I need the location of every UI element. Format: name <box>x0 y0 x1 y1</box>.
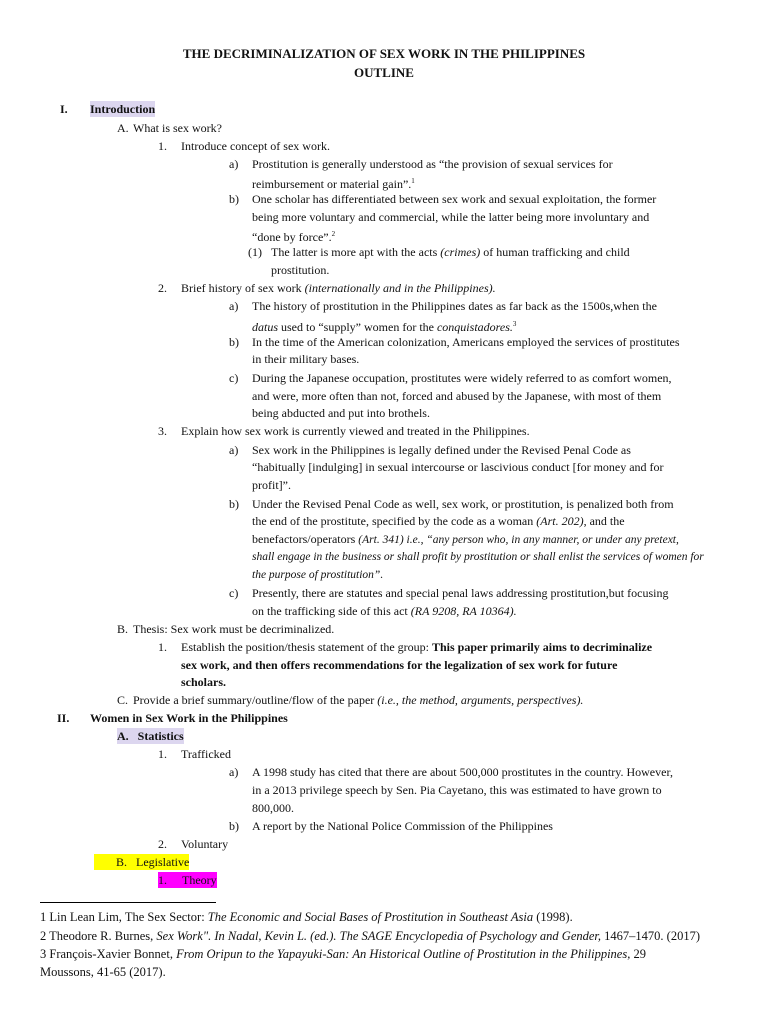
text-italic: (Art. 341) i.e., “any person who, in any manner, or under any pretext, <box>358 534 679 546</box>
item-text: Theory <box>182 873 217 887</box>
item-text: and were, more often than not, forced and abused by the Japanese, with most of them <box>252 389 662 403</box>
item-text: One scholar has differentiated between sex work and sexual exploitation, the former <box>252 192 657 206</box>
item-text: In the time of the American colonization, Americans employed the services of prostitutes <box>252 335 680 349</box>
footnote-ref[interactable]: 1 <box>411 177 415 185</box>
footnote-3-continued: Moussons, 41-65 (2017). <box>40 965 166 979</box>
item-text <box>271 244 630 260</box>
footnote-ref[interactable]: 2 <box>331 230 336 238</box>
section-heading-women: Women in Sex Work in the Philippines <box>90 711 288 725</box>
thesis-statement: This paper primarily aims to decriminalize <box>431 640 653 654</box>
text-italic: (crimes) <box>440 245 481 259</box>
text: Establish the position/thesis statement of the group: <box>181 640 432 654</box>
item-text: 800,000. <box>252 801 294 815</box>
thesis-statement: scholars. <box>181 675 226 689</box>
document-subtitle: OUTLINE <box>354 65 414 80</box>
item-text: During the Japanese occupation, prostitutes were widely referred to as comfort women, <box>252 371 672 385</box>
text-italic: conquistadores. <box>436 320 513 334</box>
item-label: A. <box>117 729 129 743</box>
item-label: b) <box>229 819 239 833</box>
item-text: Explain how sex work is currently viewed and treated in the Philippines. <box>181 424 530 438</box>
item-label: A. <box>117 121 129 135</box>
item-label: C. <box>117 693 129 707</box>
item-text: profit]”. <box>252 478 291 492</box>
text: , and the <box>583 514 625 528</box>
item-label: B. <box>117 622 129 636</box>
item-text: Sex work in the Philippines is legally defined under the Revised Penal Code as <box>252 443 631 457</box>
text: Provide a brief summary/outline/flow of the paper <box>133 693 378 707</box>
text-italic: Sex Work". In Nadal, Kevin L. (ed.). The SAGE Encyclopedia of Psychology and Gender, <box>156 929 602 943</box>
item-text: “habitually [indulging] in sexual intercourse or lascivious conduct [for money and for <box>252 460 664 474</box>
item-text: Presently, there are statutes and special penal laws addressing prostitution,but focusing <box>252 586 669 600</box>
item-label: a) <box>229 443 239 457</box>
text: on the trafficking side of this act <box>252 604 411 618</box>
item-label: a) <box>229 765 239 779</box>
item-text: the purpose of prostitution”. <box>252 569 384 581</box>
item-label: 3. <box>158 424 167 438</box>
item-text: in a 2013 privilege speech by Sen. Pia Cayetano, this was estimated to have grown to <box>252 783 662 797</box>
text-italic: (RA 9208, RA 10364). <box>410 604 517 618</box>
footnote-3 <box>40 946 646 962</box>
section-number: II. <box>57 711 70 725</box>
footnote-separator <box>40 902 216 903</box>
item-label: (1) <box>248 245 262 259</box>
item-text: What is sex work? <box>133 121 222 135</box>
footnote-1 <box>40 909 573 925</box>
footnote-number: 3 <box>40 947 47 961</box>
item-text: The history of prostitution in the Philippines dates as far back as the 1500s,when the <box>252 299 657 313</box>
text: the end of the prostitute, specified by the code as a woman <box>252 514 537 528</box>
text: of human trafficking and child <box>480 245 630 259</box>
text: used to “supply” women for the <box>278 320 437 334</box>
item-label: b) <box>229 497 239 511</box>
text-italic: (Art. 202) <box>536 514 584 528</box>
item-label: 1. <box>158 873 167 887</box>
item-text <box>252 603 517 619</box>
item-text: Thesis: Sex work must be decriminalized. <box>133 622 335 636</box>
item-label: 1. <box>158 747 167 761</box>
text-italic: The Economic and Social Bases of Prostitution in Southeast Asia <box>207 910 534 924</box>
thesis-statement: sex work, and then offers recommendations for the legalization of sex work for future <box>181 658 618 672</box>
item-label: c) <box>229 371 239 385</box>
item-label: a) <box>229 157 239 171</box>
text: The latter is more apt with the acts <box>271 245 441 259</box>
text: 1467–1470. (2017) <box>601 929 700 943</box>
item-text: Prostitution is generally understood as “the provision of sexual services for <box>252 157 613 171</box>
item-text: Statistics <box>137 729 184 743</box>
item-text <box>252 531 679 548</box>
text: benefactors/operators <box>252 532 359 546</box>
item-label: 1. <box>158 640 167 654</box>
item-text <box>133 692 583 708</box>
item-text <box>252 316 516 335</box>
text: Lin Lean Lim, The Sex Sector: <box>46 910 208 924</box>
item-text: being more voluntary and commercial, while the latter being more involuntary and <box>252 210 650 224</box>
item-statistics <box>117 728 184 744</box>
item-label: 2. <box>158 281 167 295</box>
text: François-Xavier Bonnet, <box>46 947 177 961</box>
item-text <box>252 226 335 245</box>
text: Theodore R. Burnes, <box>46 929 157 943</box>
item-theory <box>158 872 217 888</box>
item-text: prostitution. <box>271 263 330 277</box>
item-label: c) <box>229 586 239 600</box>
item-text <box>181 639 652 655</box>
item-text: in their military bases. <box>252 352 360 366</box>
item-text: Introduce concept of sex work. <box>181 139 330 153</box>
item-text: shall engage in the business or shall profit by prostitution or shall enlist the services of women for <box>252 551 704 563</box>
item-text: A report by the National Police Commission of the Philippines <box>252 819 553 833</box>
item-text <box>181 280 496 296</box>
item-text: Voluntary <box>181 837 229 851</box>
section-heading-introduction: Introduction <box>90 102 156 116</box>
item-text <box>252 513 625 529</box>
item-text: A 1998 study has cited that there are about 500,000 prostitutes in the country. However, <box>252 765 673 779</box>
footnote-ref[interactable]: 3 <box>512 320 517 328</box>
item-text: Trafficked <box>181 747 231 761</box>
item-label: a) <box>229 299 239 313</box>
text-italic: datus <box>252 320 279 334</box>
item-text: Legislative <box>136 855 190 869</box>
item-legislative <box>94 854 189 870</box>
text: “done by force”. <box>252 230 332 244</box>
item-text: being abducted and put into brothels. <box>252 406 430 420</box>
footnote-number: 2 <box>40 929 47 943</box>
item-label: 1. <box>158 139 167 153</box>
item-text <box>252 173 415 192</box>
document-title: THE DECRIMINALIZATION OF SEX WORK IN THE PHILIPPINES <box>182 46 586 61</box>
footnote-2 <box>40 928 700 944</box>
text: 29 <box>630 947 646 961</box>
text-italic: (internationally and in the Philippines). <box>304 281 496 295</box>
item-label: b) <box>229 335 239 349</box>
text: (1998). <box>533 910 573 924</box>
text-italic: (i.e., the method, arguments, perspectives). <box>377 693 584 707</box>
text: reimbursement or material gain”. <box>252 177 412 191</box>
item-label: 2. <box>158 837 167 851</box>
text: Brief history of sex work <box>181 281 305 295</box>
footnote-number: 1 <box>40 910 47 924</box>
section-number: I. <box>60 102 68 116</box>
item-text: Under the Revised Penal Code as well, sex work, or prostitution, is penalized both from <box>252 497 674 511</box>
text-italic: From Oripun to the Yapayuki-San: An Historical Outline of Prostitution in the Philippines, <box>176 947 631 961</box>
item-label: B. <box>116 855 128 869</box>
item-label: b) <box>229 192 239 206</box>
